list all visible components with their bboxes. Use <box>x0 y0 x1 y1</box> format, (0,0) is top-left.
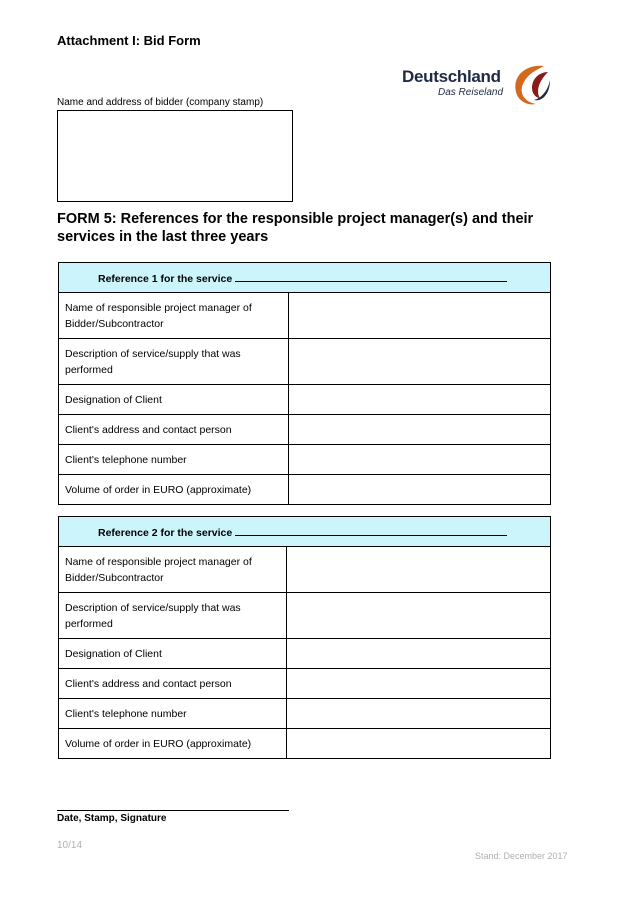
row-label: Client's address and contact person <box>59 669 287 699</box>
row-label: Designation of Client <box>59 385 289 415</box>
reference-header <box>59 517 551 547</box>
logo-swirl-icon <box>504 62 552 108</box>
value-cell[interactable] <box>287 593 551 639</box>
row-label: Client's address and contact person <box>59 415 289 445</box>
value-cell[interactable] <box>287 699 551 729</box>
signature-label: Date, Stamp, Signature <box>57 813 167 824</box>
stamp-label: Name and address of bidder (company stamp) <box>57 97 264 108</box>
value-cell[interactable] <box>287 669 551 699</box>
value-cell[interactable] <box>289 415 551 445</box>
reference-header <box>59 263 551 293</box>
service-underline[interactable] <box>235 525 507 536</box>
value-cell[interactable] <box>289 475 551 505</box>
document-title: Attachment I: Bid Form <box>57 33 201 48</box>
signature-line[interactable] <box>57 810 289 811</box>
reference-table-2 <box>58 516 551 759</box>
value-cell[interactable] <box>289 293 551 339</box>
page-number: 10/14 <box>57 840 83 851</box>
row-label: Volume of order in EURO (approximate) <box>59 729 287 759</box>
value-cell[interactable] <box>289 339 551 385</box>
reference-table-1 <box>58 262 551 505</box>
logo-name: Deutschland <box>402 67 501 86</box>
row-label: Description of service/supply that was performed <box>59 339 289 385</box>
row-label: Client's telephone number <box>59 699 287 729</box>
reference-header-text: Reference 2 for the service <box>98 526 233 539</box>
value-cell[interactable] <box>287 547 551 593</box>
reference-header-text: Reference 1 for the service <box>98 272 233 285</box>
stand-date: Stand: December 2017 <box>475 851 568 861</box>
company-stamp-box[interactable] <box>57 110 293 202</box>
service-underline[interactable] <box>235 271 507 282</box>
row-label: Description of service/supply that was performed <box>59 593 287 639</box>
row-label: Designation of Client <box>59 639 287 669</box>
value-cell[interactable] <box>289 445 551 475</box>
value-cell[interactable] <box>289 385 551 415</box>
logo-tagline: Das Reiseland <box>438 87 504 98</box>
row-label: Name of responsible project manager of Bidder/Subcontractor <box>59 547 287 593</box>
value-cell[interactable] <box>287 639 551 669</box>
row-label: Client's telephone number <box>59 445 289 475</box>
deutschland-logo <box>400 62 560 110</box>
row-label: Name of responsible project manager of Bidder/Subcontractor <box>59 293 289 339</box>
row-label: Volume of order in EURO (approximate) <box>59 475 289 505</box>
value-cell[interactable] <box>287 729 551 759</box>
form-heading: FORM 5: References for the responsible project manager(s) and their services in the last three years <box>57 211 534 245</box>
